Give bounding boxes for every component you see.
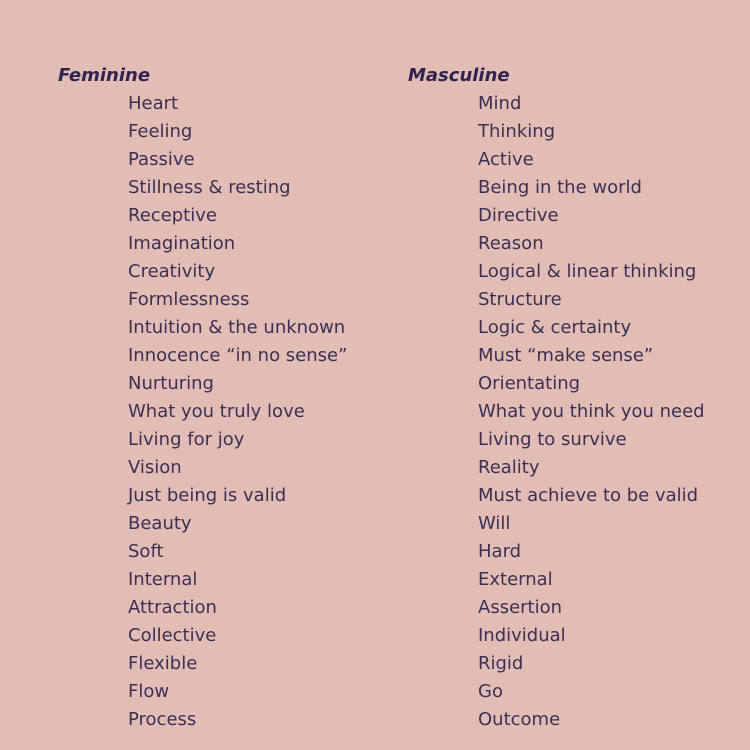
feminine-item: Receptive — [128, 205, 217, 226]
feminine-item: Imagination — [128, 233, 236, 254]
masculine-list — [408, 90, 705, 734]
masculine-item: Reason — [478, 233, 544, 254]
masculine-item: Mind — [478, 93, 522, 114]
feminine-item: Internal — [128, 569, 198, 590]
masculine-item: Thinking — [478, 121, 556, 142]
masculine-item: Go — [478, 681, 503, 702]
feminine-item: Stillness & resting — [128, 177, 291, 198]
masculine-item: Being in the world — [478, 177, 642, 198]
masculine-item: Hard — [478, 541, 522, 562]
feminine-list — [58, 90, 347, 734]
feminine-item: Passive — [128, 149, 195, 170]
feminine-item: Flow — [128, 681, 170, 702]
feminine-item: Attraction — [128, 597, 217, 618]
masculine-item: Logical & linear thinking — [478, 261, 697, 282]
masculine-item: Orientating — [478, 373, 581, 394]
masculine-item: Must “make sense” — [478, 345, 654, 366]
feminine-item: Flexible — [128, 653, 198, 674]
masculine-column — [408, 62, 705, 734]
masculine-item: Outcome — [478, 709, 561, 730]
feminine-column — [58, 62, 347, 734]
masculine-item: Rigid — [478, 653, 524, 674]
feminine-item: Creativity — [128, 261, 216, 282]
feminine-item: Living for joy — [128, 429, 245, 450]
feminine-item: Beauty — [128, 513, 192, 534]
feminine-item: Intuition & the unknown — [128, 317, 346, 338]
masculine-item: What you think you need — [478, 401, 705, 422]
feminine-item: Nurturing — [128, 373, 214, 394]
masculine-item: Directive — [478, 205, 559, 226]
masculine-item: Individual — [478, 625, 566, 646]
masculine-item: Logic & certainty — [478, 317, 632, 338]
feminine-item: Soft — [128, 541, 164, 562]
masculine-item: Living to survive — [478, 429, 627, 450]
feminine-item: What you truly love — [128, 401, 305, 422]
feminine-item: Just being is valid — [128, 485, 287, 506]
feminine-item: Heart — [128, 93, 179, 114]
masculine-item: Reality — [478, 457, 540, 478]
feminine-item: Vision — [128, 457, 182, 478]
feminine-item: Collective — [128, 625, 217, 646]
masculine-heading: Masculine — [408, 65, 510, 86]
masculine-item: Assertion — [478, 597, 563, 618]
masculine-item: Must achieve to be valid — [478, 485, 699, 506]
masculine-item: Will — [478, 513, 511, 534]
feminine-item: Process — [128, 709, 197, 730]
masculine-item: Active — [478, 149, 534, 170]
masculine-item: Structure — [478, 289, 562, 310]
masculine-item: External — [478, 569, 553, 590]
feminine-item: Innocence “in no sense” — [128, 345, 348, 366]
feminine-item: Feeling — [128, 121, 193, 142]
feminine-item: Formlessness — [128, 289, 250, 310]
feminine-heading: Feminine — [58, 65, 151, 86]
